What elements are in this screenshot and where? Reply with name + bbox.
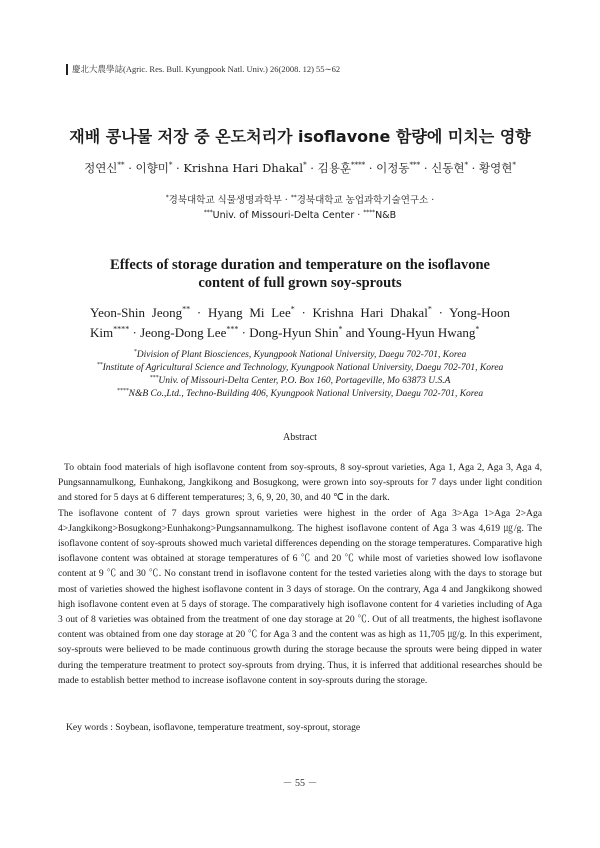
author-name: Jeong-Dong Lee [140, 325, 227, 340]
affiliation-line [0, 349, 600, 362]
separator: · [129, 325, 141, 340]
author-name: 김용훈 [317, 161, 351, 175]
affiliation-text: 경북대학교 농업과학기술연구소 · [296, 195, 435, 206]
affiliation-line [0, 362, 600, 375]
separator: · [172, 161, 184, 175]
author-mark: *** [226, 324, 239, 334]
affiliation-text: N&B Co.,Ltd., Techno-Building 406, Kyungpook National University, Daegu 702-701, Korea [128, 389, 484, 399]
affiliation-text: Institute of Agricultural Science and Technology, Kyungpook National University, Daegu 702-701, Korea [102, 363, 504, 373]
author-name: Krishna Hari Dhakal [183, 161, 304, 175]
affiliation-text: Univ. of Missouri-Delta Center · [212, 210, 364, 221]
affiliation-mark: ** [96, 361, 103, 368]
author-name: Dong-Hyun Shin [249, 325, 339, 340]
author-name: 이정동 [376, 161, 410, 175]
author-mark: ** [182, 304, 191, 314]
korean-affiliation-line [0, 193, 600, 208]
affiliation-text: 경북대학교 식물생명과학부 · [168, 195, 291, 206]
affiliation-mark: **** [363, 209, 376, 216]
affiliation-mark: **** [116, 387, 129, 394]
journal-header: 慶北大農學誌(Agric. Res. Bull. Kyungpook Natl. Univ.) 26(2008. 12) 55∼62 [66, 64, 340, 75]
affiliation-text: Univ. of Missouri-Delta Center, P.O. Box 160, Portageville, Mo 63873 U.S.A [158, 376, 451, 386]
separator: · [365, 161, 377, 175]
separator: · [431, 305, 450, 320]
author-mark: * [168, 160, 173, 170]
author-name: Yong-Hoon [449, 305, 510, 320]
affiliation-mark: * [133, 348, 137, 355]
author-name: Yeon-Shin Jeong [90, 305, 183, 320]
english-title-line: Effects of storage duration and temperature on the isoflavone [110, 257, 490, 273]
separator: · [124, 161, 136, 175]
affiliation-mark: ** [290, 194, 297, 201]
affiliation-line [0, 388, 600, 401]
english-authors-line [90, 323, 510, 343]
author-mark: ** [117, 160, 125, 170]
affiliation-text: Division of Plant Biosciences, Kyungpook National University, Daegu 702-701, Korea [136, 350, 467, 360]
author-mark: * [512, 160, 516, 170]
author-mark: * [475, 324, 480, 334]
separator: · [294, 305, 313, 320]
keywords [66, 722, 360, 733]
separator: · [238, 325, 250, 340]
author-name: 이향미 [135, 161, 169, 175]
affiliation-mark: *** [149, 374, 159, 381]
english-affiliations [0, 349, 600, 401]
abstract-heading: Abstract [283, 432, 317, 443]
affiliation-mark: * [165, 194, 169, 201]
author-mark: * [464, 160, 469, 170]
author-mark: **** [350, 160, 366, 170]
author-name: Krishna Hari Dhakal [312, 305, 428, 320]
author-name: Young-Hyun Hwang [367, 325, 476, 340]
affiliation-mark: *** [203, 209, 213, 216]
english-authors-line [90, 303, 510, 323]
author-mark: * [427, 304, 432, 314]
author-name: 정연신 [84, 161, 118, 175]
author-name: Hyang Mi Lee [207, 305, 291, 320]
korean-affiliation-line [0, 208, 600, 223]
korean-title: 재배 콩나물 저장 중 온도처리가 isoflavone 함량에 미치는 영향 [69, 127, 531, 146]
separator: · [468, 161, 479, 175]
author-name: Kim [90, 325, 114, 340]
keywords-text: Soybean, isoflavone, temperature treatment, soy-sprout, storage [115, 722, 361, 733]
author-mark: **** [113, 324, 130, 334]
separator: and [342, 325, 368, 340]
english-authors [90, 303, 510, 343]
english-title-line: content of full grown soy-sprouts [198, 275, 402, 291]
separator: · [420, 161, 432, 175]
abstract-paragraph: To obtain food materials of high isoflavone content from soy-sprouts, 8 soy-sprout varieties, Aga 1, Aga 2, Aga 3, Aga 4, Pungsannamulkong, Eunhakong, Jangkikong and Bosugkong, were grown into soy-sprouts for 7 days under light condition and stored for 5 days at 6 different temperatures; 3, 6, 9, 20, 30, and 40 ℃ in the dark. [58, 462, 542, 504]
author-mark: * [338, 324, 343, 334]
affiliation-text: N&B [375, 210, 397, 221]
separator: · [190, 305, 208, 320]
abstract-body [58, 460, 542, 688]
keywords-label: Key words : [66, 722, 116, 733]
author-mark: * [290, 304, 295, 314]
author-mark: * [303, 160, 307, 170]
korean-affiliations [0, 193, 600, 223]
separator: · [306, 161, 318, 175]
author-name: 신동현 [431, 161, 465, 175]
page-number: － 55 － [282, 778, 318, 789]
author-name: 황영현 [479, 161, 513, 175]
author-mark: *** [409, 160, 421, 170]
affiliation-line [0, 375, 600, 388]
abstract-paragraph: The isoflavone content of 7 days grown sprout varieties were highest in the order of Aga 3>Aga 1>Aga 2>Aga 4>Jangkikong>Bosugkong>Eunhakong>Pungsannamulkong. The highest isoflavone content of Aga 3 was 4,619 ㎍/g. The isoflavone content of soy-sprouts showed much varietal differences depending on the storage temperatures. Comparative high isoflavone content was obtained at storage temperatures of 6 ℃ and 20 ℃ while most of varieties showed low isoflavone content at 9 ℃ and 30 ℃. No constant trend in isoflavone content for the tested varieties along with the days to storage but most of varieties showed the highest isoflavone content in 3 days of storage. On the contrary, Aga 4 and Jangkikong showed high isoflavone content even at 5 days of storage. The comparatively high isoflavone content for 4 varieties including of Aga 3 out of 8 varieties was obtained from the treatment of one day storage at 20 ℃. Out of all treatments, the highest isoflavone content was obtained from one day storage at 20 ℃ for Aga 3 and the content was as high as 11,705 ㎍/g. In this experiment, soy-sprouts were believed to be made continuous growth during the storage because the sprouts were being dipped in water during the temperature treatment to protect soy-sprouts from drying. Thus, it is inferred that additional researches should be made to establish better method to increase isoflavone content in soy-sprouts during the storage. [58, 507, 542, 686]
english-title [0, 256, 600, 292]
korean-authors [0, 160, 600, 176]
